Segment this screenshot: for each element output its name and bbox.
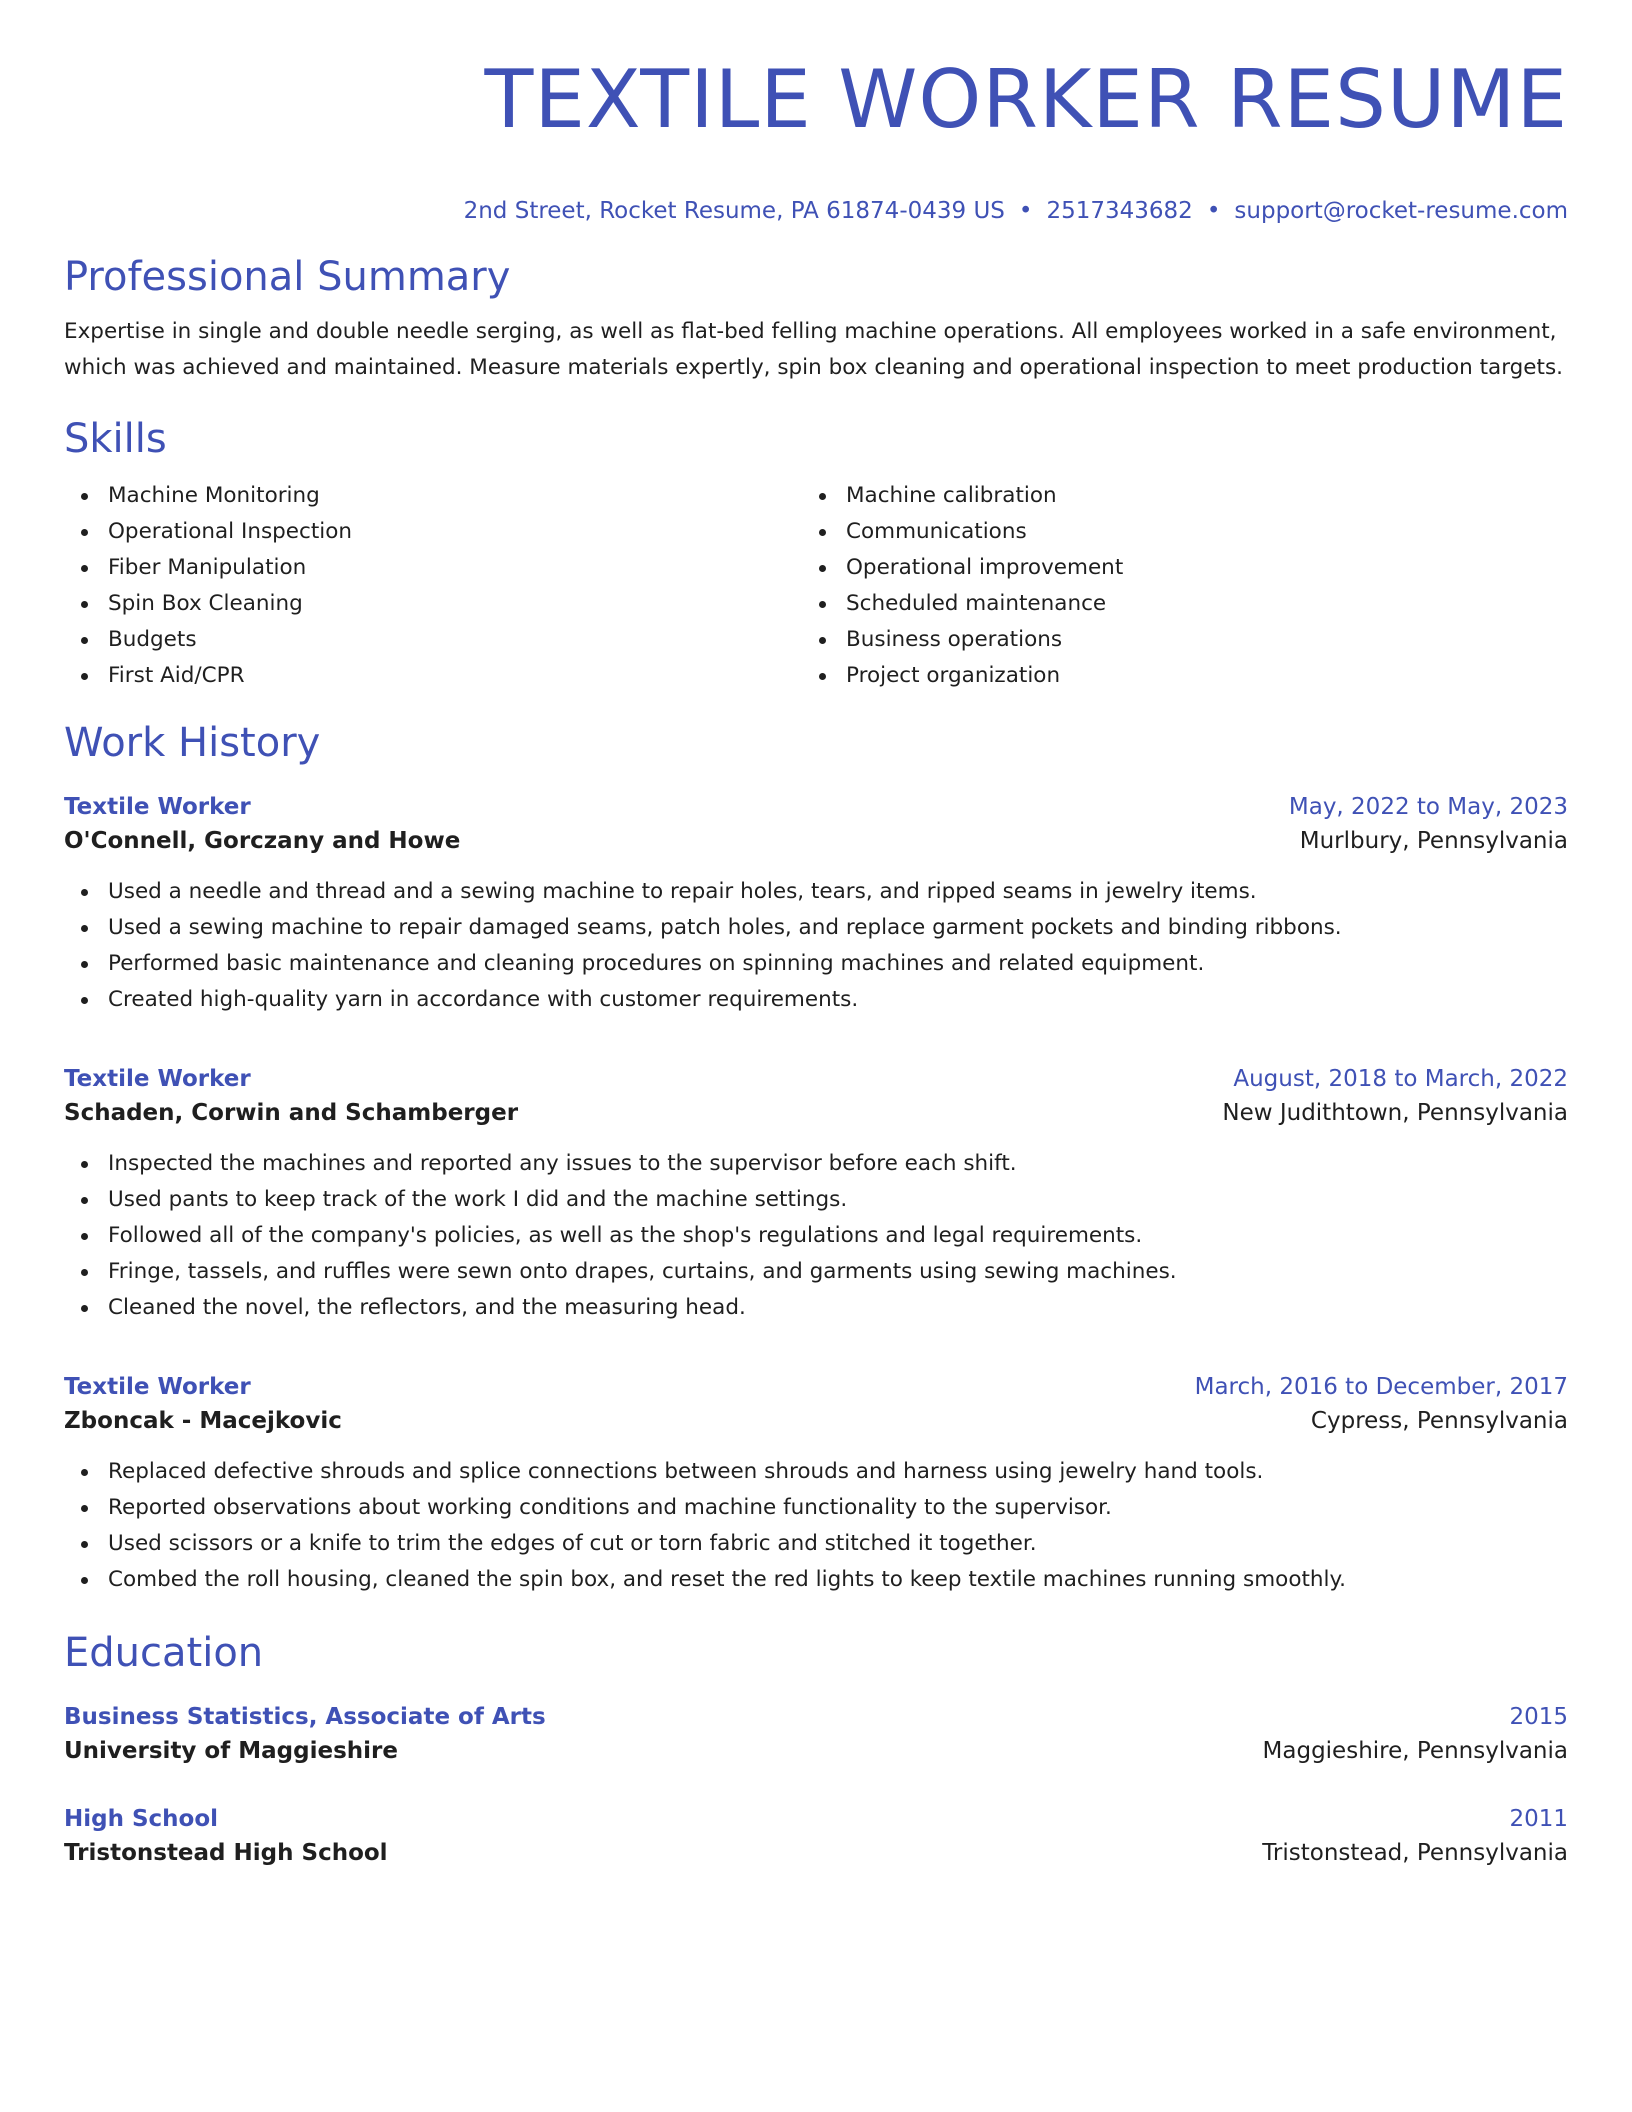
job-company: Schaden, Corwin and Schamberger	[64, 1100, 519, 1126]
job-duty-item: Created high-quality yarn in accordance with customer requirements.	[64, 982, 1568, 1018]
job-duty-item: Inspected the machines and reported any issues to the supervisor before each shift.	[64, 1146, 1568, 1182]
job-duties-list	[64, 1454, 1568, 1598]
skills-list-left	[64, 478, 802, 694]
job-duty-item: Cleaned the novel, the reflectors, and the measuring head.	[64, 1290, 1568, 1326]
skill-item: Fiber Manipulation	[64, 550, 802, 586]
skill-item: Budgets	[64, 622, 802, 658]
job-duty-item: Followed all of the company's policies, as well as the shop's regulations and legal requirements.	[64, 1218, 1568, 1254]
skills-section	[64, 414, 1568, 694]
education-entry	[64, 1700, 1568, 1768]
education-year: 2015	[1509, 1704, 1568, 1730]
contact-email[interactable]: support@rocket-resume.com	[1234, 198, 1568, 224]
education-school: Tristonstead High School	[64, 1840, 388, 1866]
education-degree: Business Statistics, Associate of Arts	[64, 1704, 546, 1730]
education-school-row	[64, 1836, 1568, 1870]
job-duty-item: Fringe, tassels, and ruffles were sewn onto drapes, curtains, and garments using sewing machines.	[64, 1254, 1568, 1290]
job-duty-item: Combed the roll housing, cleaned the spin box, and reset the red lights to keep textile machines running smoothly.	[64, 1562, 1568, 1598]
skill-item: Communications	[802, 514, 1540, 550]
job-duty-item: Used a sewing machine to repair damaged seams, patch holes, and replace garment pockets and binding ribbons.	[64, 910, 1568, 946]
education-school: University of Maggieshire	[64, 1738, 398, 1764]
section-title: Skills	[64, 416, 167, 462]
job-duty-item: Used a needle and thread and a sewing machine to repair holes, tears, and ripped seams in jewelry items.	[64, 874, 1568, 910]
job-company-row	[64, 1096, 1568, 1130]
education-location: Maggieshire, Pennsylvania	[1262, 1738, 1568, 1764]
job-duty-item: Performed basic maintenance and cleaning procedures on spinning machines and related equipment.	[64, 946, 1568, 982]
job-header-row	[64, 790, 1568, 824]
job-entry	[64, 790, 1568, 1018]
section-title: Education	[64, 1630, 264, 1676]
resume-title: TEXTILE WORKER RESUME	[484, 53, 1568, 146]
job-role: Textile Worker	[64, 794, 251, 820]
education-entry	[64, 1802, 1568, 1870]
skills-grid	[64, 478, 1568, 694]
contact-separator: •	[1018, 198, 1033, 224]
skill-item: Machine Monitoring	[64, 478, 802, 514]
job-location: New Judithtown, Pennsylvania	[1222, 1100, 1568, 1126]
job-duties-list	[64, 1146, 1568, 1326]
contact-separator: •	[1206, 198, 1221, 224]
job-header-row	[64, 1062, 1568, 1096]
education-header-row	[64, 1802, 1568, 1836]
education-location: Tristonstead, Pennsylvania	[1262, 1840, 1568, 1866]
skill-item: Machine calibration	[802, 478, 1540, 514]
job-duty-item: Used scissors or a knife to trim the edges of cut or torn fabric and stitched it together.	[64, 1526, 1568, 1562]
job-location: Cypress, Pennsylvania	[1310, 1408, 1568, 1434]
section-title: Professional Summary	[64, 254, 511, 300]
work-history-section	[64, 718, 1568, 1598]
education-school-row	[64, 1734, 1568, 1768]
skill-item: Spin Box Cleaning	[64, 586, 802, 622]
professional-summary-section	[64, 252, 1568, 386]
skill-item: Scheduled maintenance	[802, 586, 1540, 622]
skills-list-right	[802, 478, 1540, 694]
job-duties-list	[64, 874, 1568, 1018]
contact-line	[64, 196, 1568, 226]
job-duty-item: Used pants to keep track of the work I did and the machine settings.	[64, 1182, 1568, 1218]
skill-item: Operational improvement	[802, 550, 1540, 586]
job-entry	[64, 1062, 1568, 1326]
job-duty-item: Replaced defective shrouds and splice connections between shrouds and harness using jewelry hand tools.	[64, 1454, 1568, 1490]
job-dates: March, 2016 to December, 2017	[1194, 1374, 1568, 1400]
job-company-row	[64, 824, 1568, 858]
job-header-row	[64, 1370, 1568, 1404]
skill-item: First Aid/CPR	[64, 658, 802, 694]
job-entry	[64, 1370, 1568, 1598]
education-year: 2011	[1509, 1806, 1568, 1832]
job-company-row	[64, 1404, 1568, 1438]
skill-item: Business operations	[802, 622, 1540, 658]
contact-address: 2nd Street, Rocket Resume, PA 61874-0439 US	[463, 198, 1005, 224]
job-dates: May, 2022 to May, 2023	[1288, 794, 1568, 820]
job-company: O'Connell, Gorczany and Howe	[64, 828, 461, 854]
skill-item: Operational Inspection	[64, 514, 802, 550]
job-dates: August, 2018 to March, 2022	[1233, 1066, 1568, 1092]
resume-header	[64, 50, 1568, 226]
education-section	[64, 1628, 1568, 1870]
job-location: Murlbury, Pennsylvania	[1299, 828, 1568, 854]
skill-item: Project organization	[802, 658, 1540, 694]
summary-text: Expertise in single and double needle serging, as well as flat-bed felling machine operations. All employees worked in a safe environment, which was achieved and maintained. Measure materials expertly, spin box cleaning and operational inspection to meet production targets.	[64, 319, 1563, 380]
job-company: Zboncak - Macejkovic	[64, 1408, 342, 1434]
education-degree: High School	[64, 1806, 219, 1832]
job-duty-item: Reported observations about working conditions and machine functionality to the supervisor.	[64, 1490, 1568, 1526]
section-title: Work History	[64, 720, 321, 766]
education-header-row	[64, 1700, 1568, 1734]
job-role: Textile Worker	[64, 1066, 251, 1092]
job-role: Textile Worker	[64, 1374, 251, 1400]
contact-phone: 2517343682	[1046, 198, 1193, 224]
